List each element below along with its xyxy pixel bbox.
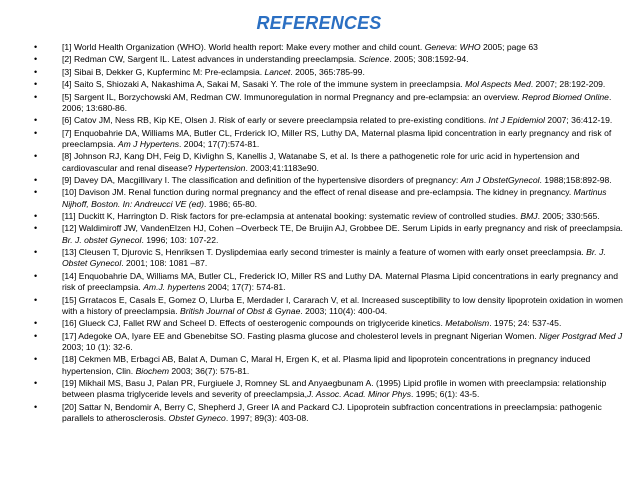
reference-source: Metabolism (445, 318, 490, 329)
reference-text: [4] Saito S, Shiozaki A, Nakashima A, Sakai M, Sasaki Y. The role of the immune system in preeclampsia. (62, 79, 466, 90)
reference-text: [13] Cleusen T, Djurovic S, Henriksen T. Dyslipdemiaa early second trimester is mainly a feature of women with early onset preeclampsia. (62, 247, 587, 258)
reference-source: Am J Hypertens (117, 138, 180, 149)
reference-source: Reprod Biomed Online (521, 91, 609, 102)
reference-text: 2005; page 63 (480, 42, 538, 52)
reference-text: . 2004; 17(7):574-81. (179, 138, 260, 149)
bullet-icon: • (34, 151, 38, 162)
reference-source: Br. J. obstet Gynecol (62, 234, 142, 245)
reference-text: . 2003;41:1183e90. (245, 162, 319, 173)
reference-item (34, 54, 624, 65)
bullet-icon: • (34, 270, 38, 281)
reference-item (34, 211, 624, 222)
reference-text: . 2005; 308:1592-94. (389, 54, 469, 65)
bullet-icon: • (34, 66, 38, 77)
reference-item (34, 247, 624, 270)
bullet-icon: • (34, 401, 38, 412)
reference-source: British Journal of Obst & Gynae (179, 305, 301, 316)
reference-source: Hypertension (194, 162, 246, 173)
reference-list (34, 42, 624, 425)
reference-text: . 1988;158:892-98. (539, 175, 612, 186)
reference-source: Science (358, 54, 390, 65)
bullet-icon: • (34, 378, 38, 388)
reference-item (34, 92, 624, 115)
reference-source: Obstet Gyneco (168, 412, 226, 423)
reference-text: [8] Johnson RJ, Kang DH, Feig D, Kivlighn S, Kanellis J, Watanabe S, et al. Is there a pathogenetic role for uric acid in hypertension and cardiovascular and renal disease? (62, 151, 580, 173)
reference-item (34, 271, 624, 294)
reference-item (34, 378, 624, 401)
bullet-icon: • (34, 79, 38, 90)
reference-text: . 2003; 110(4): 400-04. (300, 305, 388, 316)
reference-text: 2003; 36(7): 575-81. (169, 365, 250, 376)
reference-text: . 2005, 365:785-99. (290, 66, 365, 77)
bullet-icon: • (34, 54, 38, 65)
reference-text: . 1975; 24: 537-45. (489, 318, 562, 329)
bullet-icon: • (34, 187, 38, 198)
bullet-icon: • (34, 294, 38, 305)
bullet-icon: • (34, 354, 38, 365)
reference-text: . 2005; 330:565. (537, 211, 600, 222)
reference-text: [2] Redman CW, Sargent IL. Latest advances in understanding preeclampsia. (62, 54, 359, 65)
bullet-icon: • (34, 318, 38, 329)
reference-text: [3] Sibai B, Dekker G, Kupferminc M: Pre-eclampsia. (62, 66, 265, 77)
reference-source: Mol Aspects Med (465, 79, 531, 90)
page-title: REFERENCES (256, 13, 382, 33)
reference-text: . 2007; 28:192-209. (530, 79, 606, 90)
reference-source: Am J ObstetGynecol (460, 175, 540, 186)
reference-item (34, 402, 624, 425)
reference-text: [11] Duckitt K, Harrington D. Risk factors for pre-eclampsia at antenatal booking: systematic review of controlled studies. (62, 211, 521, 222)
reference-text: . 1995; 6(1): 43-5. (411, 389, 480, 400)
reference-text: 2007; 36:412-19. (544, 115, 613, 126)
reference-item (34, 354, 624, 377)
reference-text: [19] Mikhail MS, Basu J, Palan PR, Furgiuele J, Romney SL and Anyaegbunam A. (1995) Lipid profile in women with preeclampsia: relationship between plasma triglyceride levels and severity of preeclampsia, (62, 378, 607, 400)
reference-item (34, 128, 624, 151)
reference-source: Br. J. Obstet Gynecol (62, 247, 606, 269)
bullet-icon: • (34, 223, 38, 234)
bullet-icon: • (34, 211, 38, 222)
reference-source: Martinus Nijhoff, Boston. In: Andreucci VE (ed) (62, 187, 607, 209)
reference-item (34, 79, 624, 90)
reference-text: [16] Glueck CJ, Fallet RW and Scheel D. Effects of oesterogenic compounds on triglyceride kinetics. (62, 318, 446, 329)
reference-text: . 1997; 89(3): 403-08. (225, 412, 309, 423)
reference-source: J. Assoc. Acad. Minor Phys (307, 389, 412, 400)
reference-source: WHO (459, 42, 481, 52)
reference-item (34, 42, 624, 53)
bullet-icon: • (34, 42, 38, 52)
bullet-icon: • (34, 91, 38, 102)
reference-text: 2003; 10 (1): 32-6. (62, 341, 133, 352)
reference-source: Am.J. hypertens (143, 282, 206, 293)
reference-text: [17] Adegoke OA, Iyare EE and Gbenebitse SO. Fasting plasma glucose and cholesterol levels in pregnant Nigerian Women. (62, 330, 540, 341)
reference-text: [7] Enquobahrie DA, Williams MA, Butler CL, Frderick IO, Miller RS, Luthy DA, Maternal plasma lipid concentration in early pregnancy and risk of preeclampsia. (62, 127, 612, 149)
reference-text: [14] Enquobahrie DA, Williams MA, Butler CL, Frederick IO, Miller RS and Luthy DA. Maternal Plasma Lipid concentrations in early pregnancy and risk of preeclampsia. (62, 270, 618, 293)
reference-text: [9] Davey DA, Macgillivary I. The classification and definition of the hypertensive disorders of pregnancy: (62, 175, 461, 186)
reference-text: [5] Sargent IL, Borzychowski AM, Redman CW. Immunoregulation in normal Pregnancy and pre-eclampsia: an overview. (62, 91, 522, 102)
reference-text: [6] Catov JM, Ness RB, Kip KE, Olsen J. Risk of early or severe preeclampsia related to pre-existing conditions. (62, 115, 489, 126)
reference-text: [18] Cekmen MB, Erbagci AB, Balat A, Duman C, Maral H, Ergen K, et al. Plasma lipid and lipoprotein concentrations in pregnancy induced hypertension, Clin. (62, 354, 591, 376)
reference-text: [1] World Health Organization (WHO). World health report: Make every mother and child count. (62, 42, 425, 52)
reference-text: . 2006; 13:680-86. (62, 91, 612, 113)
bullet-icon: • (34, 127, 38, 138)
reference-source: Biochem (135, 365, 170, 376)
bullet-icon: • (34, 115, 38, 126)
reference-source: Geneva (424, 42, 455, 52)
reference-text: [20] Sattar N, Bendomir A, Berry C, Shepherd J, Greer IA and Packard CJ. Lipoprotein subfraction concentrations in preeclampsia: pathogenic parallels to atherosclerosis. (62, 401, 602, 423)
reference-item (34, 67, 624, 78)
reference-source: Niger Postgrad Med J (539, 330, 623, 341)
reference-text: [15] Grratacos E, Casals E, Gomez O, Llurba E, Merdader I, Cararach V, et al. Increased susceptibility to low density lipoprotein oxidation in women with a history of preeclampsia. (62, 294, 623, 316)
reference-text: [12] Waldimiroff JW, VandenElzen HJ, Cohen –Overbeck TE, De Bruijin AJ, Grobbee DE. Serum Lipids in early pregnancy and risk of preeclampsia. (62, 223, 623, 234)
reference-source: BMJ (520, 211, 538, 222)
reference-text: : (454, 42, 460, 52)
reference-text: 2004; 17(7): 574-81. (205, 282, 286, 293)
reference-item (34, 175, 624, 186)
reference-text: . 2001; 108: 1081 –87. (121, 258, 208, 269)
reference-text: . 1996; 103: 107-22. (141, 234, 219, 245)
reference-item (34, 151, 624, 174)
bullet-icon: • (34, 175, 38, 186)
reference-text: [10] Davison JM. Renal function during normal pregnancy and the effect of renal disease and pre-eclampsia. The kidney in pregnancy. (62, 187, 574, 198)
reference-item (34, 223, 624, 246)
reference-item (34, 331, 624, 354)
reference-source: Lancet (264, 66, 291, 77)
reference-item (34, 115, 624, 126)
reference-text: . 1986; 65-80. (204, 198, 258, 209)
reference-item (34, 318, 624, 329)
bullet-icon: • (34, 247, 38, 258)
reference-source: Int J Epidemiol (488, 115, 545, 126)
reference-item (34, 187, 624, 210)
bullet-icon: • (34, 330, 38, 341)
reference-item (34, 295, 624, 318)
